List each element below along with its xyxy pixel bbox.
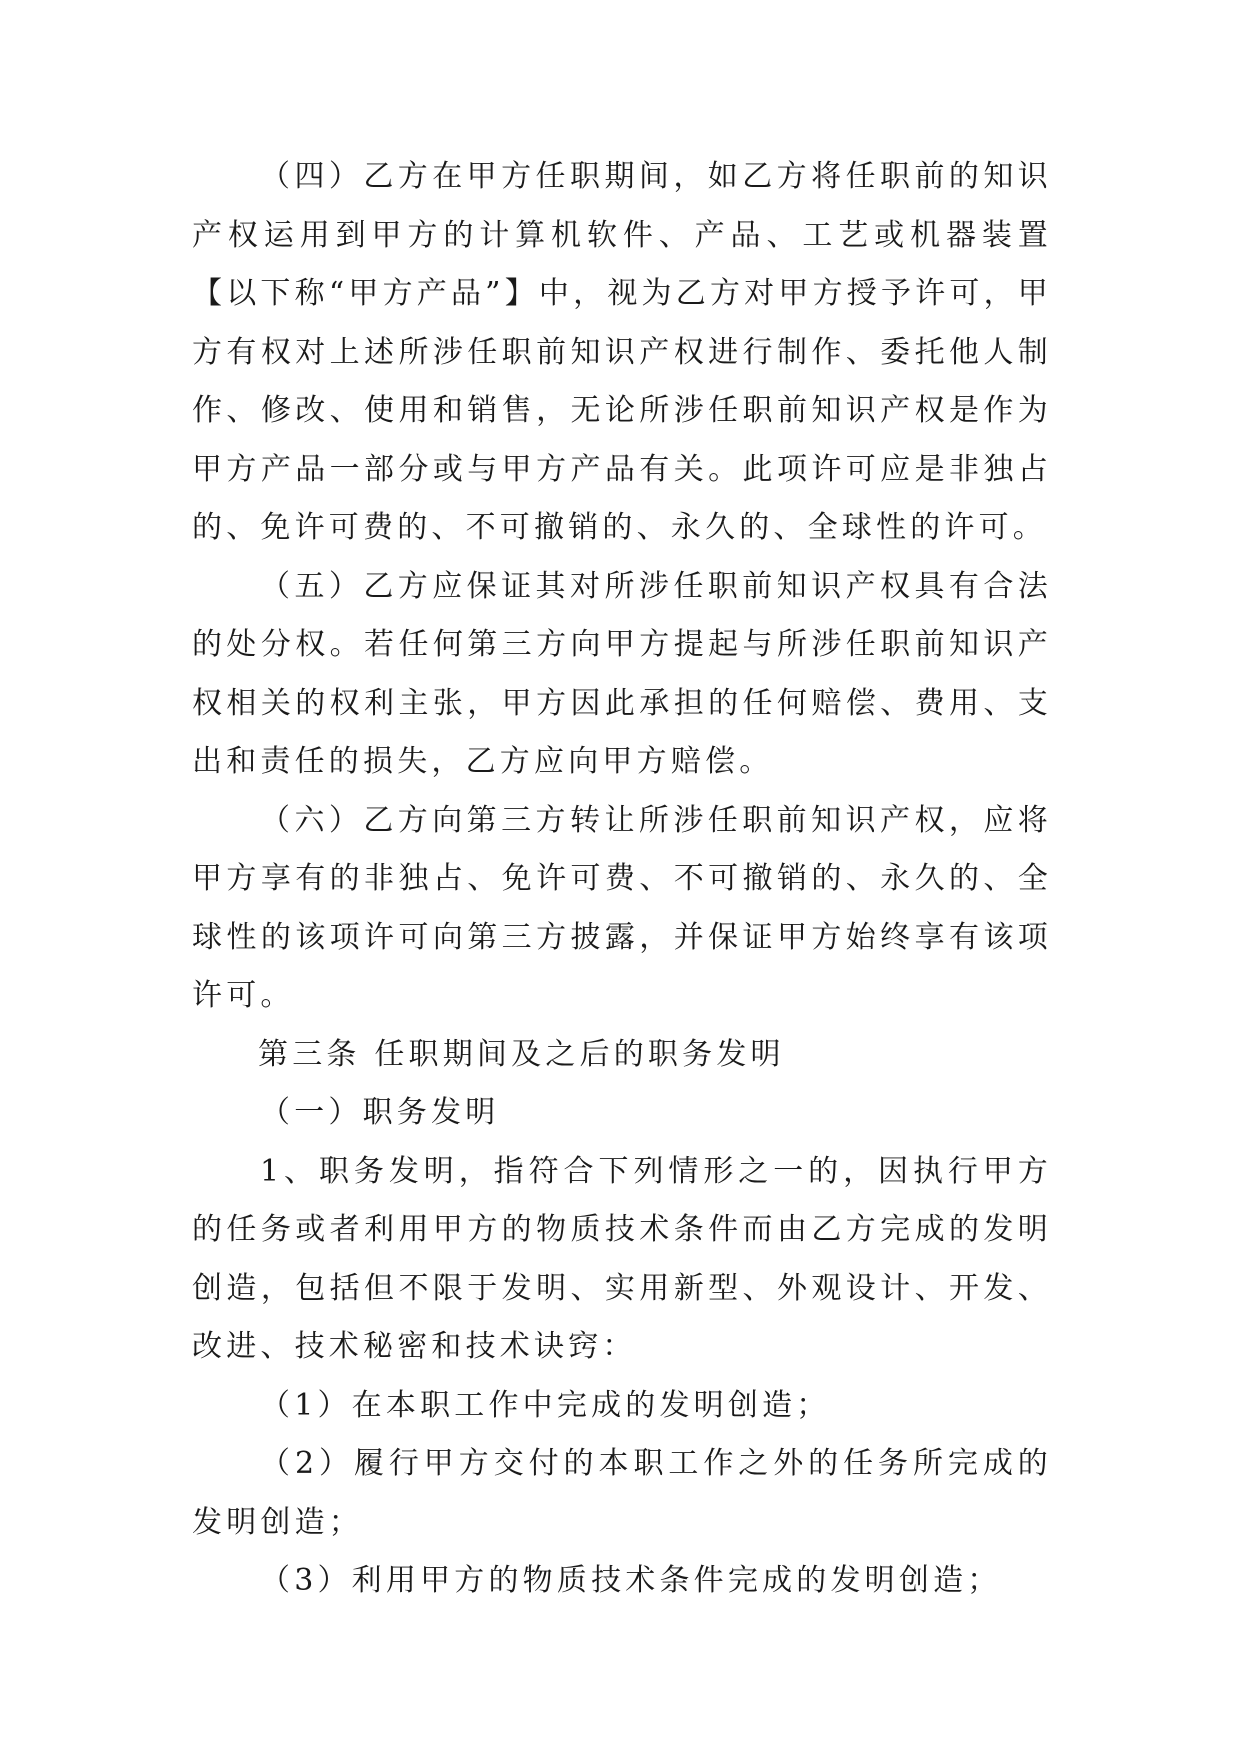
- list-item-1: （1）在本职工作中完成的发明创造；: [260, 1387, 831, 1423]
- list-item-2: （2）履行甲方交付的本职工作之外的任务所完成的发明创造；: [192, 1446, 1052, 1540]
- article-3-heading: 第三条 任职期间及之后的职务发明: [258, 1036, 785, 1072]
- paragraph-clause-4: （四）乙方在甲方任职期间，如乙方将任职前的知识产权运用到甲方的计算机软件、产品、工艺或机器装置【以下称“甲方产品”】中，视为乙方对甲方授予许可，甲方有权对上述所涉任职前知识产权进行制作、委托他人制作、修改、使用和销售，无论所涉任职前知识产权是作为甲方产品一部分或与甲方产品有关。此项许可应是非独占的、免许可费的、不可撤销的、永久的、全球性的许可。: [192, 159, 1052, 545]
- section-1-heading: （一）职务发明: [260, 1095, 500, 1130]
- paragraph-clause-6: （六）乙方向第三方转让所涉任职前知识产权，应将甲方享有的非独占、免许可费、不可撤销的、永久的、全球性的该项许可向第三方披露，并保证甲方始终享有该项许可。: [192, 802, 1052, 1013]
- paragraph-clause-5: （五）乙方应保证其对所涉任职前知识产权具有合法的处分权。若任何第三方向甲方提起与所涉任职前知识产权相关的权利主张，甲方因此承担的任何赔偿、费用、支出和责任的损失，乙方应向甲方赔偿。: [192, 568, 1052, 779]
- document-body: [192, 148, 1052, 1611]
- list-item-3: （3）利用甲方的物质技术条件完成的发明创造；: [260, 1563, 1002, 1598]
- paragraph-service-invention-definition: 1、职务发明，指符合下列情形之一的，因执行甲方的任务或者利用甲方的物质技术条件而由乙方完成的发明创造，包括但不限于发明、实用新型、外观设计、开发、改进、技术秘密和技术诀窍：: [192, 1153, 1052, 1364]
